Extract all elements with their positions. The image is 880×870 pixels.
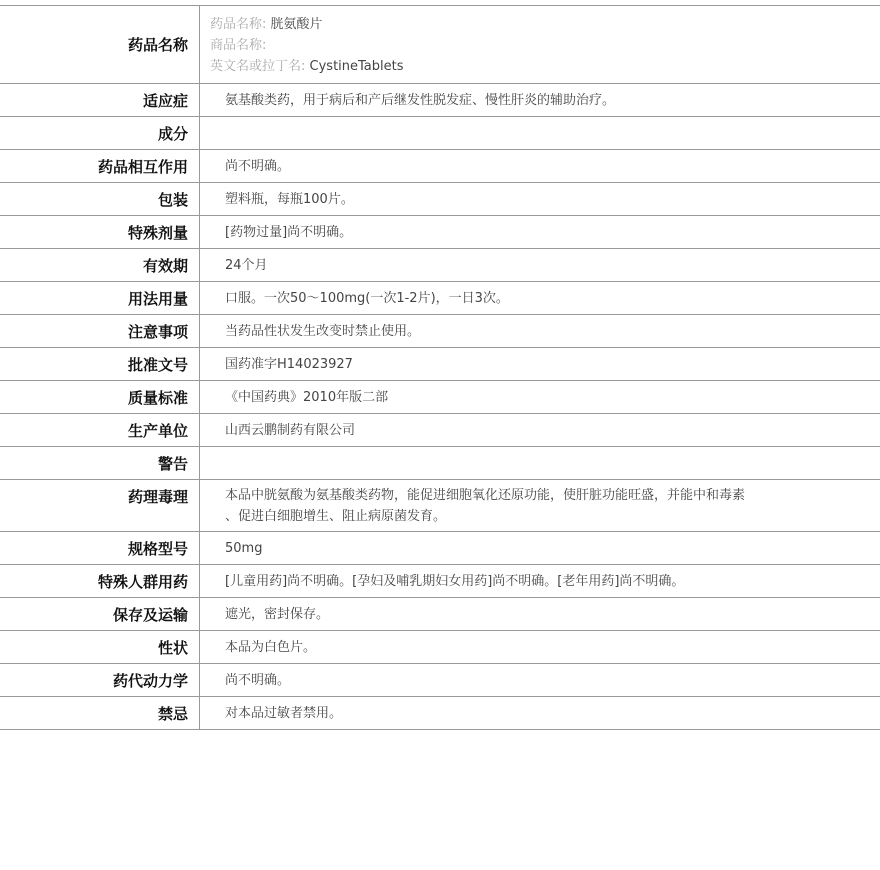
row-contraindications [0,697,880,730]
row-interactions [0,150,880,183]
row-label: 特殊人群用药 [0,565,200,597]
row-label: 药代动力学 [0,664,200,696]
row-appearance [0,631,880,664]
row-label: 质量标准 [0,381,200,413]
row-value: 口服。一次50～100mg(一次1-2片)，一日3次。 [225,290,509,306]
row-quality-standard [0,381,880,414]
pharmacology-line-1: 本品中胱氨酸为氨基酸类药物，能促进细胞氧化还原功能，使肝脏功能旺盛，并能中和毒素 [225,488,746,503]
row-pharmacokinetics [0,664,880,697]
row-special-populations [0,565,880,598]
row-label: 成分 [0,117,200,149]
generic-name-key: 药品名称: [210,17,267,32]
row-value: 氨基酸类药，用于病后和产后继发性脱发症、慢性肝炎的辅助治疗。 [225,92,616,108]
row-warning [0,447,880,480]
trade-name-key: 商品名称: [210,38,267,53]
row-label: 禁忌 [0,697,200,729]
row-label: 药理毒理 [0,480,200,531]
row-precautions [0,315,880,348]
row-ingredients [0,117,880,150]
row-label: 用法用量 [0,282,200,314]
row-value [200,480,880,531]
row-label: 药品名称 [0,6,200,83]
generic-name-line [210,14,868,35]
row-label: 特殊剂量 [0,216,200,248]
row-value: 尚不明确。 [225,158,291,174]
row-value: 塑料瓶，每瓶100片。 [225,191,354,207]
row-specification [0,532,880,565]
row-label: 有效期 [0,249,200,281]
row-manufacturer [0,414,880,447]
row-shelf-life [0,249,880,282]
row-value: 24个月 [225,257,268,273]
row-label: 性状 [0,631,200,663]
row-label: 批准文号 [0,348,200,380]
row-value [200,447,880,479]
row-label: 注意事项 [0,315,200,347]
row-label: 适应症 [0,84,200,116]
drug-info-table [0,5,880,730]
row-value: 当药品性状发生改变时禁止使用。 [225,323,421,339]
row-value: 尚不明确。 [225,672,291,688]
row-value [200,117,880,149]
row-value: [儿童用药]尚不明确。[孕妇及哺乳期妇女用药]尚不明确。[老年用药]尚不明确。 [225,573,685,589]
drug-name-values [200,6,880,83]
row-value: 山西云鹏制药有限公司 [225,422,356,438]
row-label: 包装 [0,183,200,215]
pharmacology-line-2: 、促进白细胞增生、阻止病原菌发育。 [225,509,447,524]
row-storage [0,598,880,631]
generic-name-value: 胱氨酸片 [270,17,323,32]
row-label: 规格型号 [0,532,200,564]
row-value: 遮光，密封保存。 [225,606,330,622]
row-value: [药物过量]尚不明确。 [225,224,353,240]
row-drug-name [0,6,880,84]
row-label: 警告 [0,447,200,479]
row-value: 《中国药典》2010年版二部 [225,389,389,405]
row-packaging [0,183,880,216]
row-value: 国药准字H14023927 [225,356,353,372]
english-name-line [210,56,868,77]
row-value: 对本品过敏者禁用。 [225,705,343,721]
row-dosage [0,282,880,315]
trade-name-line [210,35,868,56]
row-approval-number [0,348,880,381]
row-value: 50mg [225,540,263,556]
english-name-value: CystineTablets [309,59,404,74]
row-pharmacology [0,480,880,532]
row-label: 保存及运输 [0,598,200,630]
english-name-key: 英文名或拉丁名: [210,59,306,74]
row-label: 药品相互作用 [0,150,200,182]
row-indications [0,84,880,117]
row-label: 生产单位 [0,414,200,446]
row-value: 本品为白色片。 [225,639,317,655]
row-special-dosage [0,216,880,249]
